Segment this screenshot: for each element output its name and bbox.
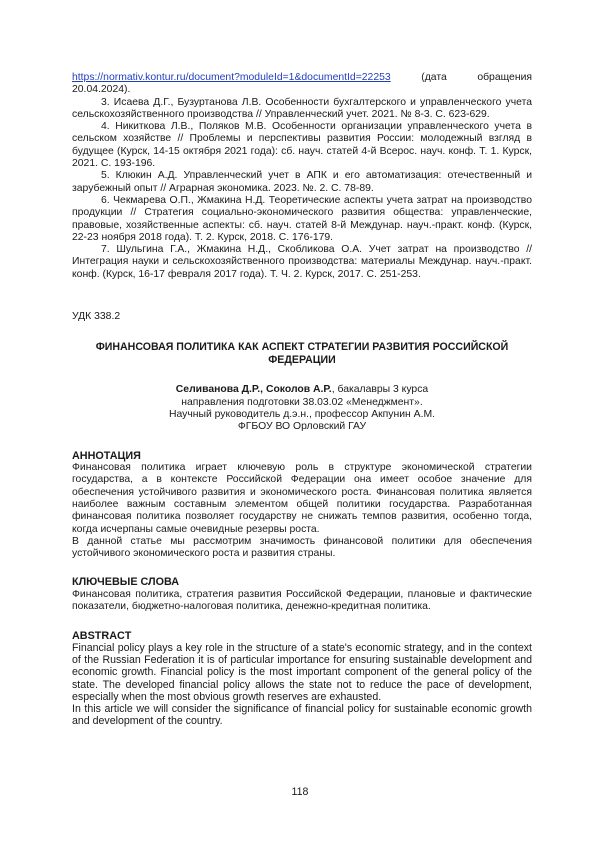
article-title: ФИНАНСОВАЯ ПОЛИТИКА КАК АСПЕКТ СТРАТЕГИИ РАЗВИТИЯ РОССИЙСКОЙ ФЕДЕРАЦИИ bbox=[95, 341, 509, 366]
udk-code: УДК 338.2 bbox=[72, 311, 121, 323]
document-page bbox=[72, 72, 532, 727]
reference-item-5: 5. Клюкин А.Д. Управленческий учет в АПК и его автоматизация: отечественный и зарубежный опыт // Аграрная экономика. 2023. №. 2. С. 78-89. bbox=[72, 170, 532, 194]
page-number: 118 bbox=[291, 786, 309, 798]
annotation-heading: АННОТАЦИЯ bbox=[72, 449, 141, 462]
abstract-paragraph: In this article we will consider the significance of financial policy for sustainable economic growth and development of the country. bbox=[72, 703, 532, 728]
reference-access-date: (дата обращения 20.04.2024). bbox=[72, 72, 532, 96]
keywords-text: Финансовая политика, стратегия развития Российской Федерации, плановые и фактические показатели, бюджетно-налоговая политика, денежно-кредитная политика. bbox=[72, 588, 532, 613]
authors-line bbox=[72, 384, 532, 396]
supervisor: Научный руководитель д.э.н., профессор Акпунин А.М. bbox=[168, 408, 436, 420]
authors-program: направления подготовки 38.03.02 «Менеджмент». bbox=[181, 396, 423, 408]
reference-item-4: 4. Никиткова Л.В., Поляков М.В. Особенности организации управленческого учета в сельском хозяйстве // Проблемы и перспективы развития России: молодежный взгляд в будущее (Курск, 14-15 октября 2021 года): сб. науч. статей 4-й Всерос. науч. конф. Т. 1. Курск, 2021. С. 193-196. bbox=[72, 121, 532, 170]
reference-url-link[interactable]: https://normativ.kontur.ru/document?moduleId=1&documentId=22253 bbox=[72, 72, 391, 83]
annotation-paragraph: Финансовая политика играет ключевую роль в структуре экономической стратегии государства, а в контексте Российской Федерации она имеет особое значение для обеспечения устойчивого развития и экономического роста. Финансовая политика является наиболее важным составным элементом общей политики государства. Разработанная финансовая политика позволяет государству не снижать темпов развития, особенно тогда, когда исчерпаны самые очевидные резервы роста. bbox=[72, 462, 532, 535]
references-list bbox=[72, 72, 532, 281]
reference-item-3: 3. Исаева Д.Г., Бузуртанова Л.В. Особенности бухгалтерского и управленческого учета сельскохозяйственного производства // Управленческий учет. 2021. № 8-3. С. 623-629. bbox=[72, 96, 532, 120]
annotation-paragraph: В данной статье мы рассмотрим значимость финансовой политики для обеспечения устойчивого экономического роста и развития страны. bbox=[72, 535, 532, 560]
author-role: , бакалавры 3 курса bbox=[331, 384, 429, 396]
reference-item-7: 7. Шульгина Г.А., Жмакина Н.Д., Скобликова О.А. Учет затрат на производство // Интеграция науки и сельскохозяйственного производства: материалы Междунар. науч.-практ. конф. (Курск, 16-17 февраля 2017 года). Т. Ч. 2. Курск, 2017. С. 251-253. bbox=[72, 244, 532, 280]
institution: ФГБОУ ВО Орловский ГАУ bbox=[237, 421, 367, 433]
authors-block bbox=[72, 384, 532, 433]
reference-2-tail bbox=[72, 72, 532, 97]
author-names: Селиванова Д.Р., Соколов А.Р. bbox=[175, 384, 332, 396]
abstract-paragraph: Financial policy plays a key role in the structure of a state's economic strategy, and in the context of the Russian Federation it is of particular importance for ensuring sustainable development and economic growth. Financial policy is the most important component of the general policy of the state. The developed financial policy allows the state not to reduce the pace of development, especially when the most obvious growth reserves are exhausted. bbox=[72, 642, 532, 703]
abstract-heading: ABSTRACT bbox=[72, 629, 132, 642]
reference-item-6: 6. Чекмарева О.П., Жмакина Н.Д. Теоретические аспекты учета затрат на производство продукции // Стратегия социально-экономического развития общества: управленческие, правовые, хозяйственные аспекты: сб. науч. статей 8-й Междунар. науч.-практ. конф. (Курск, 22-23 ноября 2018 года). Т. 2. Курск, 2018. С. 176-179. bbox=[72, 194, 532, 243]
keywords-heading: КЛЮЧЕВЫЕ СЛОВА bbox=[72, 576, 180, 589]
